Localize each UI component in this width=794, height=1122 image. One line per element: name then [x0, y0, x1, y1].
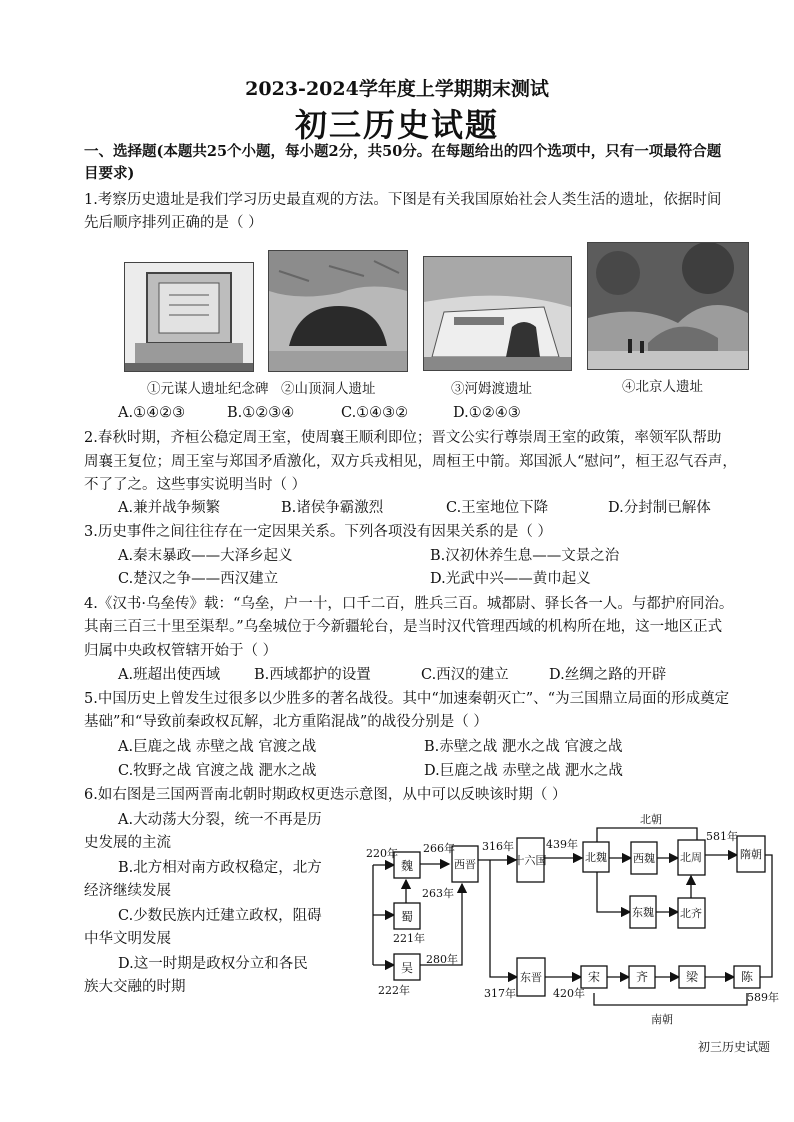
- q1-stem: 1.考察历史遗址是我们学习历史最直观的方法。下图是有关我国原始社会人类生活的遗址，依据时间: [84, 192, 722, 208]
- q3-option-d: D.光武中兴——黄巾起义: [430, 571, 591, 587]
- q4-stem-cont: 其南三百三十里至渠犁。”乌垒城位于今新疆轮台，是当时汉代管理西域的机构所在地，这一地区正式: [84, 619, 723, 635]
- q6-stem: 6.如右图是三国两晋南北朝时期政权更迭示意图，从中可以反映该时期（ ）: [84, 787, 567, 803]
- year-316: 316年: [482, 840, 514, 853]
- q5-option-b: B.赤壁之战 淝水之战 官渡之战: [424, 739, 623, 755]
- q1-option-c: C.①④③②: [341, 405, 409, 421]
- q4-option-a: A.班超出使西域: [118, 667, 221, 683]
- beiqi-label: 北齐: [680, 907, 702, 920]
- q3-stem: 3.历史事件之间往往存在一定因果关系。下列各项没有因果关系的是（ ）: [84, 524, 552, 540]
- xiwei-label: 西魏: [633, 852, 655, 865]
- north-dynasties-label: 北朝: [640, 813, 662, 826]
- xijin-label: 西晋: [454, 858, 476, 871]
- q2-stem-cont: 周襄王复位；周王室与郑国矛盾激化，双方兵戎相见，周桓王中箭。郑国派人“慰问”，桓王忍气吞声，: [84, 454, 737, 470]
- shiliuguo-label: 十六国: [513, 854, 547, 867]
- beizhou-label: 北周: [680, 851, 702, 864]
- year-220: 220年: [366, 847, 398, 860]
- q6-option-a-cont: 史发展的主流: [84, 835, 171, 851]
- year-221: 221年: [393, 932, 425, 945]
- shu-label: 蜀: [400, 910, 414, 924]
- q1-caption-1: ①元谋人遗址纪念碑: [147, 381, 269, 397]
- q2-stem: 2.春秋时期，齐桓公稳定周王室，使周襄王顺利即位；晋文公实行尊崇周王室的政策，率领军队帮助: [84, 430, 722, 446]
- chen-label: 陈: [740, 970, 754, 984]
- year-589: 589年: [747, 991, 779, 1004]
- exam-title: 初三历史试题: [294, 106, 499, 144]
- q1-option-d: D.①②④③: [453, 405, 521, 421]
- section-heading-cont: 目要求): [84, 165, 135, 182]
- wu-label: 吴: [400, 961, 414, 975]
- year-222: 222年: [378, 984, 410, 997]
- year-266: 266年: [423, 842, 455, 855]
- q5-stem-cont: 基础”和“导致前秦政权瓦解，北方重陷混战”的战役分别是（ ）: [84, 714, 488, 730]
- year-420: 420年: [553, 987, 585, 1000]
- south-dynasties-label: 南朝: [651, 1013, 673, 1026]
- q1-caption-2: ②山顶洞人遗址: [281, 381, 376, 397]
- q1-caption-4: ④北京人遗址: [622, 379, 703, 395]
- q3-option-c: C.楚汉之争——西汉建立: [118, 571, 279, 587]
- wei-label: 魏: [400, 859, 414, 873]
- year-280: 280年: [426, 953, 458, 966]
- q5-option-d: D.巨鹿之战 赤壁之战 淝水之战: [424, 763, 623, 779]
- page-footer: 初三历史试题: [697, 1040, 770, 1054]
- q6-option-c-cont: 中华文明发展: [84, 931, 171, 947]
- q5-option-c: C.牧野之战 官渡之战 淝水之战: [118, 763, 317, 779]
- beiwei-label: 北魏: [585, 851, 607, 864]
- suichao-label: 隋朝: [740, 848, 762, 861]
- q1-caption-3: ③河姆渡遗址: [451, 381, 532, 397]
- section-heading: 一、选择题(本题共25个小题，每小题2分，共50分。在每题给出的四个选项中，只有一项最符合题: [84, 143, 722, 160]
- year-439: 439年: [546, 838, 578, 851]
- year-317: 317年: [484, 987, 516, 1000]
- q1-stem-cont: 先后顺序排列正确的是（ ）: [84, 215, 263, 231]
- q3-option-b: B.汉初休养生息——文景之治: [430, 548, 620, 564]
- q6-option-b-cont: 经济继续发展: [84, 883, 171, 899]
- dongjin-label: 东晋: [520, 971, 542, 984]
- q2-option-b: B.诸侯争霸激烈: [281, 500, 384, 516]
- q6-option-c: C.少数民族内迁建立政权，阻碍: [118, 908, 322, 924]
- q4-option-d: D.丝绸之路的开辟: [549, 667, 667, 683]
- q6-option-d-cont: 族大交融的时期: [84, 979, 186, 995]
- q2-option-d: D.分封制已解体: [608, 500, 711, 516]
- qi-label: 齐: [635, 970, 649, 984]
- q2-option-c: C.王室地位下降: [446, 500, 549, 516]
- liang-label: 梁: [685, 970, 699, 984]
- song-label: 宋: [587, 970, 601, 984]
- dongwei-label: 东魏: [632, 906, 654, 919]
- q1-option-b: B.①②③④: [227, 405, 295, 421]
- q2-stem-cont2: 不了了之。这些事实说明当时（ ）: [84, 477, 307, 493]
- q5-option-a: A.巨鹿之战 赤壁之战 官渡之战: [118, 739, 317, 755]
- year-581: 581年: [706, 830, 738, 843]
- year-263: 263年: [422, 887, 454, 900]
- q4-stem: 4.《汉书·乌垒传》载：“乌垒，户一十，口千二百，胜兵三百。城都尉、驿长各一人。与都护府同治。: [84, 596, 734, 612]
- q4-option-c: C.西汉的建立: [421, 667, 509, 683]
- q6-option-b: B.北方相对南方政权稳定，北方: [118, 860, 322, 876]
- q6-option-a: A.大动荡大分裂，统一不再是历: [118, 812, 322, 828]
- q4-option-b: B.西域都护的设置: [254, 667, 371, 683]
- q2-option-a: A.兼并战争频繁: [118, 500, 221, 516]
- q3-option-a: A.秦末暴政——大泽乡起义: [118, 548, 293, 564]
- q6-option-d: D.这一时期是政权分立和各民: [118, 956, 308, 972]
- q5-stem: 5.中国历史上曾发生过很多以少胜多的著名战役。其中“加速秦朝灭亡”、“为三国鼎立局面的形成奠定: [84, 691, 730, 707]
- q4-stem-cont2: 归属中央政权管辖开始于（ ）: [84, 643, 278, 659]
- exam-subtitle: 2023-2024学年度上学期期末测试: [245, 78, 549, 100]
- q1-option-a: A.①④②③: [118, 405, 186, 421]
